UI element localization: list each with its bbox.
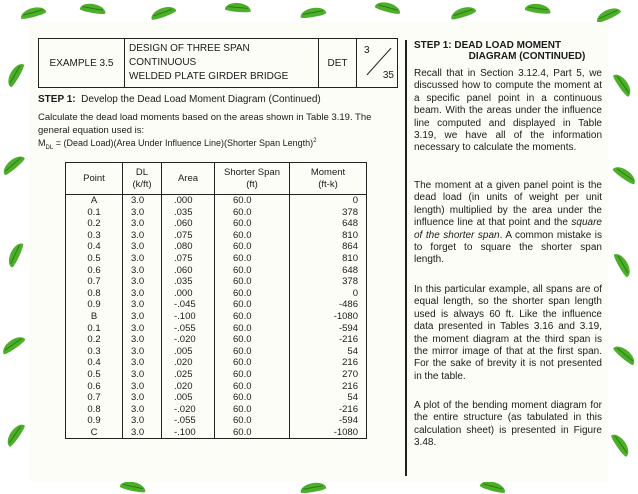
cell-point: 0.5 [66,253,123,265]
table-row [66,369,367,381]
cell-area: .000 [162,288,215,300]
right-heading-line2: DIAGRAM (CONTINUED) [468,51,586,62]
leaf-decoration [612,163,638,185]
page-total: 35 [382,70,394,81]
cell-moment: -1080 [290,427,367,439]
cell-shorter-span: 60.0 [215,265,290,277]
cell-area: .005 [162,392,215,404]
cell-point: 0.8 [66,288,123,300]
table-row [66,392,367,404]
cell-shorter-span: 60.0 [215,415,290,427]
cell-dl: 3.0 [123,299,162,311]
cell-dl: 3.0 [123,265,162,277]
cell-dl: 3.0 [123,415,162,427]
cell-shorter-span: 60.0 [215,369,290,381]
cell-moment: 0 [290,288,367,300]
cell-dl: 3.0 [123,311,162,323]
cell-shorter-span: 60.0 [215,346,290,358]
table-row [66,427,367,439]
cell-point: C [66,427,123,439]
cell-point: 0.8 [66,404,123,416]
cell-moment: 648 [290,218,367,230]
leaf-decoration [610,431,632,457]
equation-rhs: = (Dead Load)(Area Under Influence Line)(Shorter Span Length) [55,138,314,148]
cell-dl: 3.0 [123,230,162,242]
cell-moment: 0 [290,195,367,207]
col-header-dl: DL (k/ft) [123,163,162,195]
cell-dl: 3.0 [123,195,162,207]
cell-moment: -216 [290,404,367,416]
table-row [66,404,367,416]
right-heading [414,40,600,62]
cell-shorter-span: 60.0 [215,253,290,265]
leaf-decoration [79,2,106,15]
cell-point: 0.3 [66,230,123,242]
cell-shorter-span: 60.0 [215,218,290,230]
cell-shorter-span: 60.0 [215,195,290,207]
table-row [66,276,367,288]
cell-area: .020 [162,357,215,369]
table-row [66,346,367,358]
cell-area: .020 [162,381,215,393]
table-row [66,207,367,219]
cell-dl: 3.0 [123,404,162,416]
cell-shorter-span: 60.0 [215,334,290,346]
cell-dl: 3.0 [123,241,162,253]
paragraph-equal-spans: In this particular example, all spans are of equal length, so the shorter span length used is always 60 ft. Like the influence data presented in Tables 3.16 and 3.19, the moment diagram at the third span is the mirror image of that at the first span. For the sake of brevity it is not presented in the table. [414,284,602,382]
cell-dl: 3.0 [123,288,162,300]
cell-point: 0.3 [66,346,123,358]
cell-dl: 3.0 [123,357,162,369]
cell-area: .025 [162,369,215,381]
cell-dl: 3.0 [123,253,162,265]
cell-dl: 3.0 [123,218,162,230]
table-row [66,288,367,300]
det-label: DET [319,39,357,87]
cell-moment: 216 [290,381,367,393]
cell-area: -.020 [162,334,215,346]
cell-area: -.045 [162,299,215,311]
cell-point: B [66,311,123,323]
leaf-decoration [0,153,26,177]
page-number: 3 [364,45,370,56]
cell-area: .080 [162,241,215,253]
sheet-title-line1: DESIGN OF THREE SPAN CONTINUOUS [129,43,250,68]
cell-point: 0.4 [66,357,123,369]
equation-m: M [38,138,46,148]
cell-area: .075 [162,230,215,242]
cell-point: 0.7 [66,276,123,288]
table-row [66,311,367,323]
leaf-decoration [525,2,552,15]
cell-shorter-span: 60.0 [215,288,290,300]
cell-dl: 3.0 [123,369,162,381]
table-row [66,241,367,253]
table-row [66,334,367,346]
cell-area: -.100 [162,427,215,439]
sheet-title [125,39,319,87]
table-row [66,323,367,335]
cell-point: 0.5 [66,369,123,381]
right-heading-line1: STEP 1: DEAD LOAD MOMENT [414,40,562,51]
cell-dl: 3.0 [123,392,162,404]
leaf-decoration [0,333,26,355]
equation-superscript: 2 [313,138,317,144]
cell-point: 0.6 [66,381,123,393]
cell-shorter-span: 60.0 [215,323,290,335]
cell-moment: 648 [290,265,367,277]
equation-subscript: DL [45,144,54,151]
cell-shorter-span: 60.0 [215,276,290,288]
sheet-title-line2: WELDED PLATE GIRDER BRIDGE [129,71,289,82]
table-row [66,381,367,393]
leaf-decoration [19,5,46,20]
table-row [66,218,367,230]
intro-paragraph: Calculate the dead load moments based on the areas shown in Table 3.19. The general equation used is: [38,112,372,136]
cell-dl: 3.0 [123,334,162,346]
cell-point: 0.4 [66,241,123,253]
cell-shorter-span: 60.0 [215,311,290,323]
cell-point: 0.2 [66,334,123,346]
cell-area: .060 [162,218,215,230]
cell-area: .005 [162,346,215,358]
cell-shorter-span: 60.0 [215,241,290,253]
cell-point: 0.1 [66,207,123,219]
cell-area: -.055 [162,323,215,335]
col-header-area: Area [162,163,215,195]
leaf-decoration [449,4,477,21]
cell-moment: -486 [290,299,367,311]
cell-area: .035 [162,276,215,288]
cell-moment: 810 [290,230,367,242]
cell-moment: 810 [290,253,367,265]
cell-shorter-span: 60.0 [215,392,290,404]
table-body [66,195,367,439]
cell-moment: 216 [290,357,367,369]
leaf-decoration [225,2,252,13]
step-label: STEP 1: [38,94,76,105]
cell-shorter-span: 60.0 [215,299,290,311]
paragraph-recall: Recall that in Section 3.12.4, Part 5, we discussed how to compute the moment at a specific panel point in a continuous beam. With the areas under the influence line computed and displayed in Table 3.19, we have all of the information necessary to calculate the moments. [414,68,602,154]
table-row [66,299,367,311]
cell-moment: -594 [290,323,367,335]
col-header-moment: Moment (ft-k) [290,163,367,195]
leaf-decoration [5,241,24,268]
cell-shorter-span: 60.0 [215,357,290,369]
cell-shorter-span: 60.0 [215,381,290,393]
cell-moment: 864 [290,241,367,253]
table-row [66,357,367,369]
leaf-decoration [5,61,26,88]
paragraph-figure-reference: A plot of the bending moment diagram for the entire structure (as tabulated in this calculation sheet) is presented in Figure 3.48. [414,400,602,449]
cell-shorter-span: 60.0 [215,207,290,219]
cell-point: 0.6 [66,265,123,277]
cell-area: .075 [162,253,215,265]
calc-sheet-header [38,38,398,88]
cell-dl: 3.0 [123,276,162,288]
moment-table [65,162,367,439]
cell-moment: -216 [290,334,367,346]
cell-dl: 3.0 [123,207,162,219]
table-row [66,415,367,427]
example-number: EXAMPLE 3.5 [39,39,125,87]
cell-area: .060 [162,265,215,277]
cell-moment: -594 [290,415,367,427]
paragraph-moment-definition: The moment at a given panel point is the dead load (in units of weight per unit length) multiplied by the area under the influence line at that point and the square of the shorter span. A common mistake is to forget to square the shorter span length. [414,180,602,266]
cell-point: 0.7 [66,392,123,404]
cell-moment: 270 [290,369,367,381]
cell-shorter-span: 60.0 [215,427,290,439]
cell-moment: -1080 [290,311,367,323]
cell-point: 0.1 [66,323,123,335]
cell-dl: 3.0 [123,323,162,335]
leaf-decoration [612,71,634,97]
cell-area: .035 [162,207,215,219]
leaf-decoration [4,421,26,447]
cell-point: 0.2 [66,218,123,230]
step-text: Develop the Dead Load Moment Diagram (Continued) [81,94,321,105]
cell-shorter-span: 60.0 [215,404,290,416]
table-row [66,265,367,277]
leaf-decoration [613,251,634,278]
step-heading [38,94,321,105]
cell-point: 0.9 [66,415,123,427]
leaf-decoration [299,6,326,19]
col-header-point: Point [66,163,123,195]
leaf-decoration [374,0,401,15]
cell-area: -.055 [162,415,215,427]
cell-area: -.100 [162,311,215,323]
col-header-shorter-span: Shorter Span (ft) [215,163,290,195]
cell-area: .000 [162,195,215,207]
cell-dl: 3.0 [123,346,162,358]
leaf-decoration [299,481,326,494]
cell-shorter-span: 60.0 [215,230,290,242]
page-number-box [357,39,397,87]
table-row [66,230,367,242]
leaf-decoration [149,4,177,21]
leaf-decoration [612,343,638,367]
cell-moment: 54 [290,392,367,404]
table-row [66,195,367,207]
cell-moment: 378 [290,276,367,288]
document-page [30,22,608,482]
cell-moment: 54 [290,346,367,358]
cell-dl: 3.0 [123,427,162,439]
moment-equation [38,138,316,151]
cell-moment: 378 [290,207,367,219]
cell-area: -.020 [162,404,215,416]
cell-point: A [66,195,123,207]
cell-point: 0.9 [66,299,123,311]
table-header-row [66,163,367,195]
column-divider [405,40,407,476]
cell-dl: 3.0 [123,381,162,393]
table-row [66,253,367,265]
